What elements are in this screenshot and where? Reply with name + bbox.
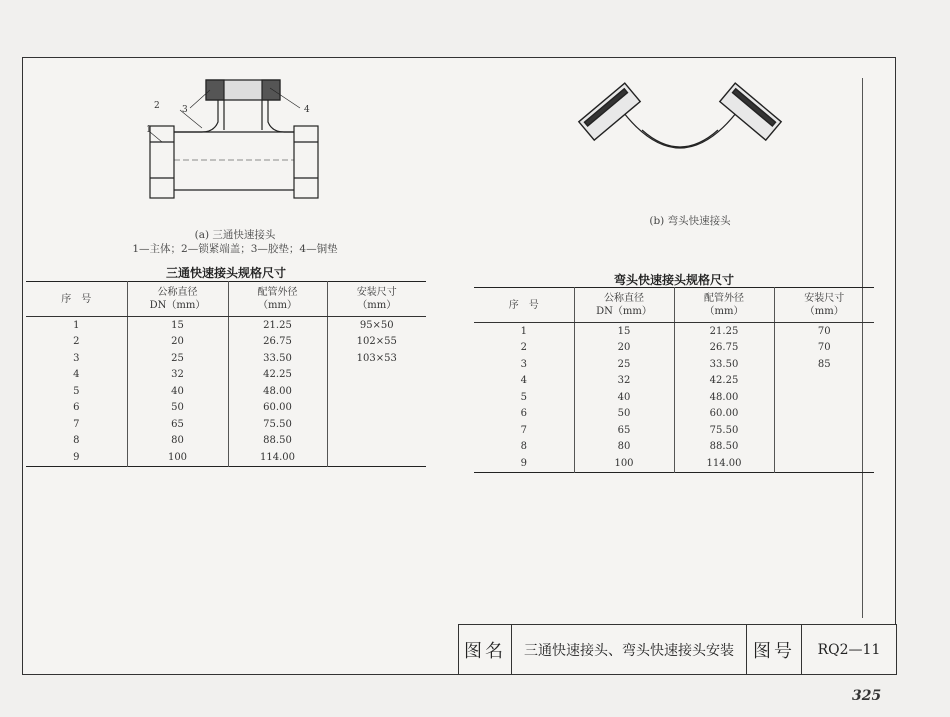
elbow-spec-table <box>474 287 874 473</box>
table-row <box>474 356 874 373</box>
tee-spec-table <box>26 281 426 467</box>
table-cell: 21.25 <box>228 317 327 334</box>
table-cell <box>774 422 874 439</box>
fig-a-legend: 1—主体；2—锁紧端盖；3—胶垫；4—铜垫 <box>132 243 338 255</box>
table-cell: 102×55 <box>327 334 426 351</box>
table-cell: 40 <box>574 389 674 406</box>
callout-1: 1 <box>146 125 152 135</box>
table-cell <box>327 433 426 450</box>
table-cell: 88.50 <box>674 439 774 456</box>
col-seq: 序 号 <box>474 288 574 323</box>
table-cell: 25 <box>127 350 228 367</box>
table-cell: 6 <box>520 408 527 420</box>
table-row <box>26 317 426 334</box>
table-row <box>474 389 874 406</box>
table-cell: 8 <box>73 435 80 447</box>
tee-table-title: 三通快速接头规格尺寸 <box>165 266 286 280</box>
table-row <box>26 334 426 351</box>
title-block <box>458 624 897 675</box>
table-row <box>26 383 426 400</box>
table-cell: 33.50 <box>674 356 774 373</box>
table-cell: 5 <box>520 391 527 403</box>
table-cell: 42.25 <box>228 367 327 384</box>
fig-b-caption: (b) 弯头快速接头 <box>649 215 731 227</box>
table-row <box>474 340 874 357</box>
table-cell: 40 <box>127 383 228 400</box>
table-cell: 20 <box>127 334 228 351</box>
table-cell: 3 <box>520 358 527 370</box>
table-cell: 65 <box>574 422 674 439</box>
table-cell: 60.00 <box>674 406 774 423</box>
table-cell <box>774 373 874 390</box>
table-cell: 48.00 <box>228 383 327 400</box>
drawing-code: RQ2—11 <box>817 641 881 658</box>
drawing-name-label: 图名 <box>459 625 512 674</box>
table-cell: 5 <box>73 385 80 397</box>
elbow-connector-figure <box>570 68 790 188</box>
table-cell: 70 <box>774 323 874 340</box>
table-cell: 100 <box>574 455 674 472</box>
table-cell: 80 <box>127 433 228 450</box>
table-row <box>26 350 426 367</box>
table-cell: 60.00 <box>228 400 327 417</box>
table-cell: 114.00 <box>674 455 774 472</box>
col-seq: 序 号 <box>26 282 127 317</box>
table-cell: 8 <box>520 441 527 453</box>
table-cell: 4 <box>520 375 527 387</box>
table-cell: 75.50 <box>228 416 327 433</box>
table-cell: 32 <box>127 367 228 384</box>
table-cell: 48.00 <box>674 389 774 406</box>
drawing-code-label: 图号 <box>747 625 802 674</box>
tee-connector-figure <box>140 70 350 210</box>
table-row <box>26 433 426 450</box>
table-cell: 75.50 <box>674 422 774 439</box>
table-row <box>26 367 426 384</box>
table-cell: 80 <box>574 439 674 456</box>
page-number: 325 <box>852 688 882 704</box>
callout-2: 2 <box>154 101 160 111</box>
table-row <box>26 416 426 433</box>
table-cell: 2 <box>73 336 80 348</box>
table-cell: 26.75 <box>674 340 774 357</box>
elbow-table-title: 弯头快速接头规格尺寸 <box>613 273 734 287</box>
table-cell <box>327 383 426 400</box>
callout-3: 3 <box>182 105 188 115</box>
table-row <box>474 455 874 472</box>
table-row <box>474 439 874 456</box>
col-od: 配管外径 （mm） <box>674 288 774 323</box>
table-cell: 88.50 <box>228 433 327 450</box>
table-cell: 50 <box>127 400 228 417</box>
table-cell: 95×50 <box>327 317 426 334</box>
table-cell: 26.75 <box>228 334 327 351</box>
callout-4: 4 <box>304 105 310 115</box>
table-cell <box>774 389 874 406</box>
table-row <box>474 373 874 390</box>
table-cell: 70 <box>774 340 874 357</box>
table-cell: 15 <box>127 317 228 334</box>
table-cell: 32 <box>574 373 674 390</box>
table-cell: 114.00 <box>228 449 327 466</box>
table-cell: 85 <box>774 356 874 373</box>
fig-a-caption: (a) 三通快速接头 <box>194 229 276 241</box>
table-cell: 3 <box>73 352 80 364</box>
col-od: 配管外径 （mm） <box>228 282 327 317</box>
drawing-name: 三通快速接头、弯头快速接头安装 <box>512 625 747 674</box>
table-cell: 6 <box>73 402 80 414</box>
table-cell: 42.25 <box>674 373 774 390</box>
col-dn: 公称直径 DN（mm） <box>574 288 674 323</box>
table-row <box>26 449 426 466</box>
table-cell: 9 <box>73 451 80 463</box>
table-cell: 4 <box>73 369 80 381</box>
table-cell <box>327 449 426 466</box>
table-cell: 7 <box>73 418 80 430</box>
table-row <box>474 422 874 439</box>
table-cell: 33.50 <box>228 350 327 367</box>
table-cell <box>327 416 426 433</box>
table-row <box>474 406 874 423</box>
table-cell <box>774 439 874 456</box>
table-cell: 21.25 <box>674 323 774 340</box>
table-cell: 20 <box>574 340 674 357</box>
table-cell <box>774 455 874 472</box>
table-cell: 50 <box>574 406 674 423</box>
table-cell: 2 <box>520 342 527 354</box>
col-inst: 安装尺寸 （mm） <box>774 288 874 323</box>
table-cell <box>774 406 874 423</box>
table-cell <box>327 400 426 417</box>
col-inst: 安装尺寸 （mm） <box>327 282 426 317</box>
table-cell: 65 <box>127 416 228 433</box>
col-dn: 公称直径 DN（mm） <box>127 282 228 317</box>
table-cell: 1 <box>520 325 527 337</box>
table-cell: 9 <box>520 457 527 469</box>
table-cell: 15 <box>574 323 674 340</box>
table-cell: 25 <box>574 356 674 373</box>
table-cell: 1 <box>73 319 80 331</box>
table-row <box>26 400 426 417</box>
table-row <box>474 323 874 340</box>
table-cell: 7 <box>520 424 527 436</box>
table-cell: 100 <box>127 449 228 466</box>
table-cell: 103×53 <box>327 350 426 367</box>
table-cell <box>327 367 426 384</box>
